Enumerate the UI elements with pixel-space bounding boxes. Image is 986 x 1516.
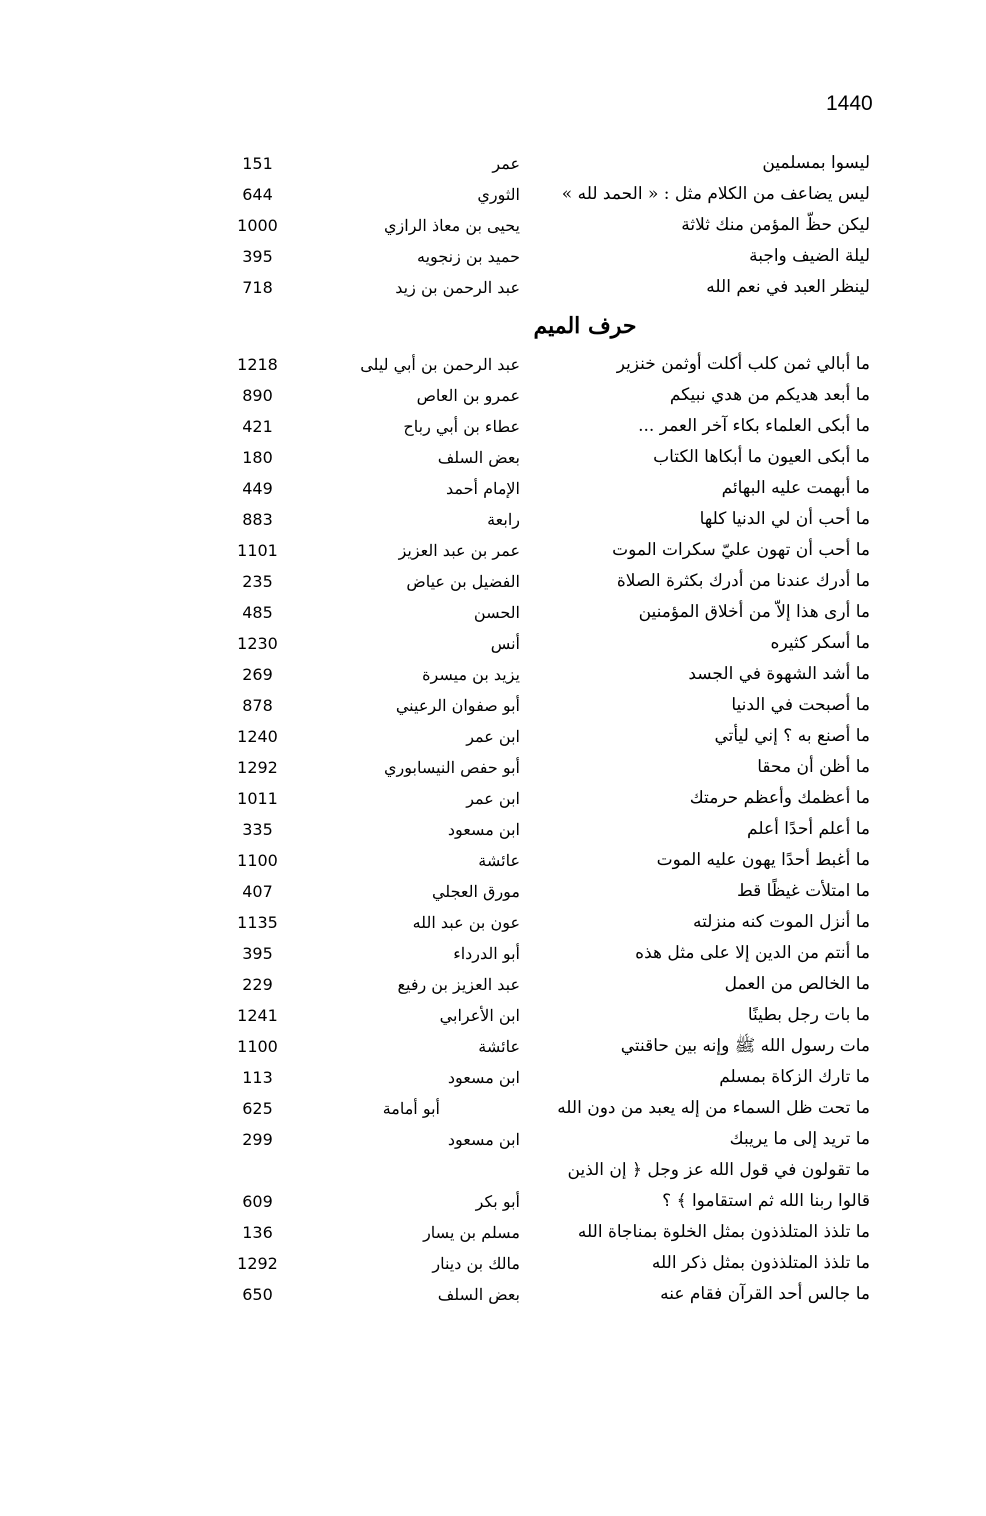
entry-page-number: 1241 <box>237 1006 278 1025</box>
section-heading: حرف الميم <box>533 313 637 339</box>
entry-phrase: ما تارك الزكاة بمسلم <box>719 1067 870 1087</box>
entry-phrase: ما أبهمت عليه البهائم <box>721 478 870 498</box>
entry-narrator: أنس <box>490 634 520 653</box>
index-entry <box>230 272 870 303</box>
entry-phrase: ما أصنع به ؟ إني ليأتي <box>714 726 870 746</box>
index-entry <box>230 1248 870 1279</box>
entry-phrase: ما تقولون في قول الله عز وجل ﴿ إن الذين قالوا ربنا الله ثم استقاموا ﴾ ؟ <box>567 1160 870 1211</box>
entry-page-number: 890 <box>242 386 273 405</box>
entry-page-number: 151 <box>242 154 273 173</box>
index-entry <box>230 349 870 380</box>
entry-page-number: 644 <box>242 185 273 204</box>
entry-narrator: عمر <box>492 154 520 173</box>
entry-narrator: بعض السلف <box>437 1285 520 1304</box>
entry-narrator: عون بن عبد الله <box>412 913 520 932</box>
entry-phrase: ليلة الضيف واجبة <box>749 246 870 266</box>
entry-page-number: 1101 <box>237 541 278 560</box>
entry-page-number: 421 <box>242 417 273 436</box>
entry-narrator: عمر بن عبد العزيز <box>398 541 520 560</box>
entry-page-number: 625 <box>242 1099 273 1118</box>
entry-narrator: ابن عمر <box>466 789 520 808</box>
entry-narrator: عمرو بن العاص <box>416 386 520 405</box>
index-entry <box>230 1279 870 1310</box>
entry-phrase: ما تحت ظل السماء من إله يعبد من دون الله <box>557 1098 870 1118</box>
index-entry <box>230 938 870 969</box>
entry-narrator: مسلم بن يسار <box>423 1223 520 1242</box>
entry-page-number: 395 <box>242 247 273 266</box>
entry-narrator: بعض السلف <box>437 448 520 467</box>
entry-narrator: عائشة <box>478 1037 520 1056</box>
entry-narrator: أبو بكر <box>475 1192 520 1211</box>
entry-page-number: 1011 <box>237 789 278 808</box>
entry-narrator: يحيى بن معاذ الرازي <box>384 216 520 235</box>
entry-phrase: ما تريد إلى ما يريبك <box>729 1129 870 1149</box>
entry-narrator: أبو أمامة <box>382 1099 440 1118</box>
index-entry <box>230 411 870 442</box>
entry-narrator: عبد الرحمن بن زيد <box>395 278 520 297</box>
entry-phrase: ما جالس أحد القرآن فقام عنه <box>660 1284 870 1304</box>
entry-list-mim <box>230 349 870 1310</box>
entry-narrator: ابن عمر <box>466 727 520 746</box>
entry-narrator: يزيد بن ميسرة <box>422 665 520 684</box>
entry-page-number: 1135 <box>237 913 278 932</box>
entry-page-number: 229 <box>242 975 273 994</box>
index-entry <box>230 1124 870 1155</box>
entry-phrase: ما أنزل الموت كنه منزلته <box>693 912 870 932</box>
entry-page-number: 407 <box>242 882 273 901</box>
index-entry <box>230 1093 870 1124</box>
entry-phrase: ما تلذذ المتلذذون بمثل ذكر الله <box>651 1253 870 1273</box>
index-entry <box>230 1155 870 1217</box>
entry-page-number: 235 <box>242 572 273 591</box>
index-entry <box>230 690 870 721</box>
entry-phrase: مات رسول الله ﷺ وإنه بين حاقنتي <box>620 1036 870 1056</box>
entry-page-number: 1292 <box>237 1254 278 1273</box>
index-entry <box>230 721 870 752</box>
entry-phrase: ما أبكى العيون ما أبكاها الكتاب <box>653 447 870 467</box>
entry-phrase: ما أدرك عندنا من أدرك بكثرة الصلاة <box>616 571 870 591</box>
entry-phrase: ليس يضاعف من الكلام مثل : « الحمد لله » <box>561 184 870 204</box>
entry-narrator: أبو الدرداء <box>453 944 520 963</box>
entry-narrator: عبد الرحمن بن أبي ليلى <box>360 355 520 374</box>
entry-narrator: عطاء بن أبي رباح <box>403 417 520 436</box>
entry-page-number: 299 <box>242 1130 273 1149</box>
entry-page-number: 878 <box>242 696 273 715</box>
entry-narrator: عبد العزيز بن رفيع <box>397 975 520 994</box>
entry-phrase: ما أسكر كثيره <box>770 633 870 653</box>
entry-narrator: أبو صفوان الرعيني <box>395 696 520 715</box>
entry-phrase: ما بات رجل بطينًا <box>747 1005 870 1025</box>
entry-page-number: 883 <box>242 510 273 529</box>
index-entry <box>230 566 870 597</box>
entry-narrator: أبو حفص النيسابوري <box>383 758 520 777</box>
entry-phrase: ما أبالي ثمن كلب أكلت أوثمن خنزير <box>616 354 870 374</box>
entry-page-number: 650 <box>242 1285 273 1304</box>
entry-page-number: 1100 <box>237 1037 278 1056</box>
index-entry <box>230 210 870 241</box>
index-entry <box>230 597 870 628</box>
index-entry <box>230 1062 870 1093</box>
entry-page-number: 1230 <box>237 634 278 653</box>
entry-phrase: ما أبعد هديكم من هدي نبيكم <box>669 385 870 405</box>
entry-page-number: 718 <box>242 278 273 297</box>
index-entry <box>230 845 870 876</box>
entry-page-number: 485 <box>242 603 273 622</box>
entry-page-number: 335 <box>242 820 273 839</box>
entry-page-number: 1100 <box>237 851 278 870</box>
entry-narrator: مورق العجلي <box>431 882 520 901</box>
index-entry <box>230 380 870 411</box>
index-entry <box>230 876 870 907</box>
entry-narrator: الحسن <box>473 603 520 622</box>
index-entry <box>230 752 870 783</box>
entry-phrase: ما أعظمك وأعظم حرمتك <box>689 788 870 808</box>
entry-page-number: 269 <box>242 665 273 684</box>
entry-phrase: ما أصبحت في الدنيا <box>731 695 870 715</box>
entry-page-number: 180 <box>242 448 273 467</box>
entry-page-number: 1292 <box>237 758 278 777</box>
entry-page-number: 1218 <box>237 355 278 374</box>
entry-narrator: ابن مسعود <box>447 1068 520 1087</box>
entry-page-number: 136 <box>242 1223 273 1242</box>
entry-narrator: الإمام أحمد <box>446 479 520 498</box>
entry-page-number: 1240 <box>237 727 278 746</box>
index-entry <box>230 907 870 938</box>
entry-page-number: 609 <box>242 1192 273 1211</box>
entry-phrase: ما أبكى العلماء بكاء آخر العمر ... <box>638 416 870 436</box>
entry-narrator: الثوري <box>477 185 520 204</box>
entry-phrase: ما أشد الشهوة في الجسد <box>688 664 870 684</box>
index-entry <box>230 783 870 814</box>
index-entry <box>230 1031 870 1062</box>
entry-page-number: 113 <box>242 1068 273 1087</box>
entry-page-number: 1000 <box>237 216 278 235</box>
entry-phrase: ما أحب أن تهون عليّ سكرات الموت <box>612 540 870 560</box>
entry-narrator: حميد بن زنجويه <box>417 247 520 266</box>
entry-phrase: ما أنتم من الدين إلا على مثل هذه <box>635 943 870 963</box>
index-entry <box>230 148 870 179</box>
entry-page-number: 395 <box>242 944 273 963</box>
index-entry <box>230 179 870 210</box>
index-entry <box>230 504 870 535</box>
entry-phrase: ما أغبط أحدًا يهون عليه الموت <box>656 850 870 870</box>
index-entry <box>230 241 870 272</box>
entry-phrase: ما امتلأت غيظًا قط <box>736 881 870 901</box>
entry-phrase: ما تلذذ المتلذذون بمثل الخلوة بمناجاة الله <box>577 1222 870 1242</box>
entry-phrase: لينظر العبد في نعم الله <box>706 277 870 297</box>
index-entry <box>230 442 870 473</box>
index-entry <box>230 628 870 659</box>
entry-narrator: ابن الأعرابي <box>439 1006 520 1025</box>
entry-narrator: ابن مسعود <box>447 820 520 839</box>
index-entry <box>230 814 870 845</box>
entry-phrase: ما أرى هذا إلاّ من أخلاق المؤمنين <box>638 602 870 622</box>
page-number: 1440 <box>826 92 873 115</box>
entry-phrase: ما الخالص من العمل <box>724 974 870 994</box>
index-entry <box>230 473 870 504</box>
entry-narrator: مالك بن دينار <box>432 1254 520 1273</box>
entry-narrator: رابعة <box>487 510 520 529</box>
entry-narrator: ابن مسعود <box>447 1130 520 1149</box>
index-table <box>230 148 870 1310</box>
entry-list-lam <box>230 148 870 303</box>
entry-phrase: ليكن حظّ المؤمن منك ثلاثة <box>681 215 870 235</box>
index-entry <box>230 535 870 566</box>
index-entry <box>230 1000 870 1031</box>
index-entry <box>230 1217 870 1248</box>
index-entry <box>230 969 870 1000</box>
entry-page-number: 449 <box>242 479 273 498</box>
entry-phrase: ما أعلم أحدًا أعلم <box>747 819 870 839</box>
entry-phrase: ما أحب أن لي الدنيا كلها <box>699 509 870 529</box>
entry-phrase: ما أظن أن محقا <box>757 757 870 777</box>
index-entry <box>230 659 870 690</box>
entry-narrator: الفضيل بن عياض <box>406 572 520 591</box>
entry-phrase: ليسوا بمسلمين <box>762 153 870 173</box>
entry-narrator: عائشة <box>478 851 520 870</box>
